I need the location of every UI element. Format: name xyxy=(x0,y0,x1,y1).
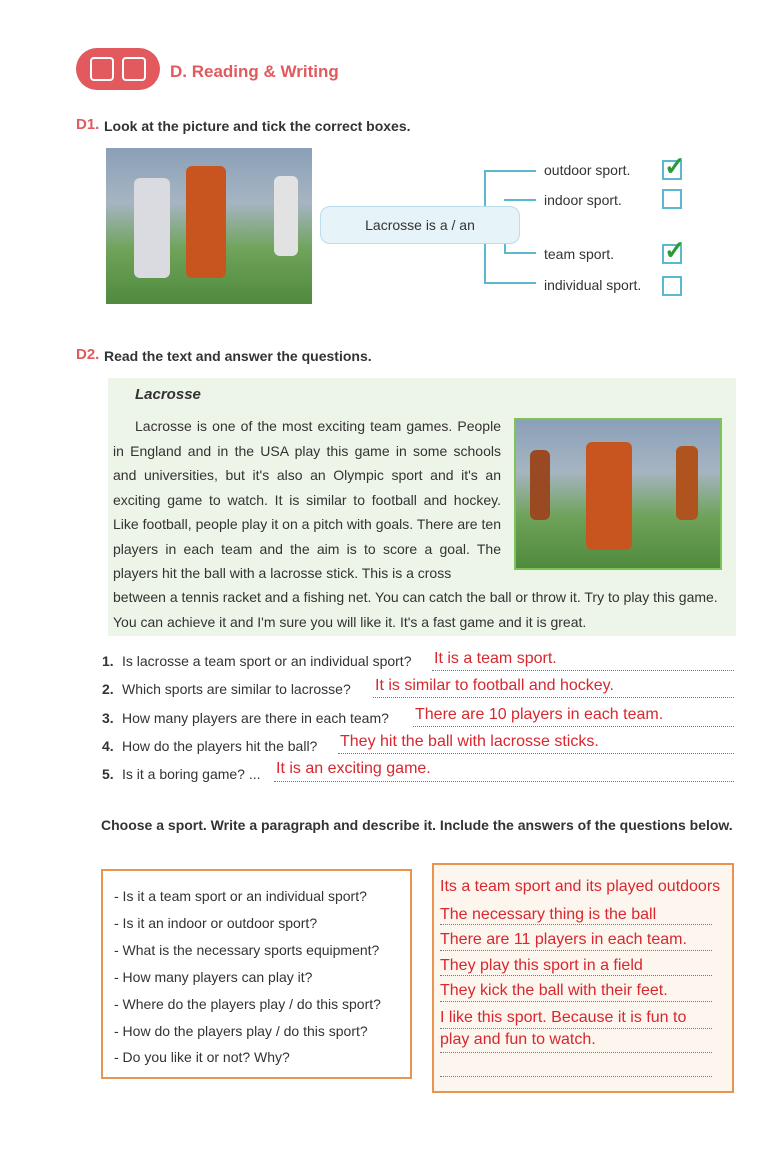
prompt-item: - Where do the players play / do this sport? xyxy=(114,996,381,1012)
checkbox-indoor[interactable] xyxy=(662,189,682,209)
question-1: 1. Is lacrosse a team sport or an individual sport? xyxy=(102,653,412,669)
d3-instruction: Choose a sport. Write a paragraph and describe it. Include the answers of the questions below. xyxy=(101,817,733,833)
answer-box xyxy=(432,863,734,1093)
prompt-item: - Is it an indoor or outdoor sport? xyxy=(114,915,318,931)
answer-3: There are 10 players in each team. xyxy=(415,706,664,723)
prompt-item: - Is it a team sport or an individual sport? xyxy=(114,888,367,904)
lacrosse-photo-1 xyxy=(106,148,312,304)
written-line: play and fun to watch. xyxy=(440,1031,596,1048)
answer-2: It is similar to football and hockey. xyxy=(375,677,614,694)
written-line: They play this sport in a field xyxy=(440,957,643,974)
reading-paragraph-top: Lacrosse is one of the most exciting team games. People in England and in the USA play this game in some schools and universities, but it's also an Olympic sport and it's an exciting game to watch. It is similar to football and hockey. Like football, people play it on a pitch with goals. There are ten players in each team and the aim is to score a goal. The players hit the ball with a lacrosse stick. This is a cross xyxy=(113,418,501,581)
option-label: outdoor sport. xyxy=(544,162,631,178)
answer-5: It is an exciting game. xyxy=(276,760,431,777)
written-line: I like this sport. Because it is fun to xyxy=(440,1009,687,1026)
d2-instruction: Read the text and answer the questions. xyxy=(104,348,372,364)
written-line: They kick the ball with their feet. xyxy=(440,982,668,999)
section-title: D. Reading & Writing xyxy=(170,62,339,81)
question-2: 2. Which sports are similar to lacrosse? xyxy=(102,681,351,697)
prompt-item: - What is the necessary sports equipment? xyxy=(114,942,380,958)
section-badge xyxy=(76,48,160,90)
d2-number: D2. xyxy=(76,346,100,363)
d1-instruction: Look at the picture and tick the correct boxes. xyxy=(104,118,411,134)
option-label: indoor sport. xyxy=(544,192,622,208)
checkbox-outdoor[interactable] xyxy=(662,151,686,181)
prompt-item: - Do you like it or not? Why? xyxy=(114,1049,290,1065)
option-label: individual sport. xyxy=(544,277,642,293)
question-5: 5. Is it a boring game? ... xyxy=(102,766,261,782)
stem-bubble: Lacrosse is a / an xyxy=(320,206,520,244)
written-line: There are 11 players in each team. xyxy=(440,931,687,948)
reading-title: Lacrosse xyxy=(135,386,201,403)
answer-4: They hit the ball with lacrosse sticks. xyxy=(340,733,599,750)
reading-paragraph-bottom: between a tennis racket and a fishing net. You can catch the ball or throw it. Try to play this game. You can achieve it and I'm sure you will like it. It's a fast game and it is great. xyxy=(113,589,718,630)
check-icon: ✓ xyxy=(664,151,686,181)
question-4: 4. How do the players hit the ball? xyxy=(102,738,318,754)
written-line: Its a team sport and its played outdoors xyxy=(440,878,721,895)
question-3: 3. How many players are there in each team? xyxy=(102,710,389,726)
answer-1: It is a team sport. xyxy=(434,650,557,667)
option-label: team sport. xyxy=(544,246,615,262)
lacrosse-photo-2 xyxy=(514,418,722,570)
prompt-item: - How many players can play it? xyxy=(114,969,313,985)
checkbox-team[interactable] xyxy=(662,235,686,265)
prompt-item: - How do the players play / do this sport? xyxy=(114,1023,368,1039)
checkbox-individual[interactable] xyxy=(662,276,682,296)
check-icon: ✓ xyxy=(664,235,686,265)
written-line: The necessary thing is the ball xyxy=(440,906,657,923)
book-icon xyxy=(90,57,114,81)
notebook-icon xyxy=(122,57,146,81)
d1-number: D1. xyxy=(76,116,100,133)
